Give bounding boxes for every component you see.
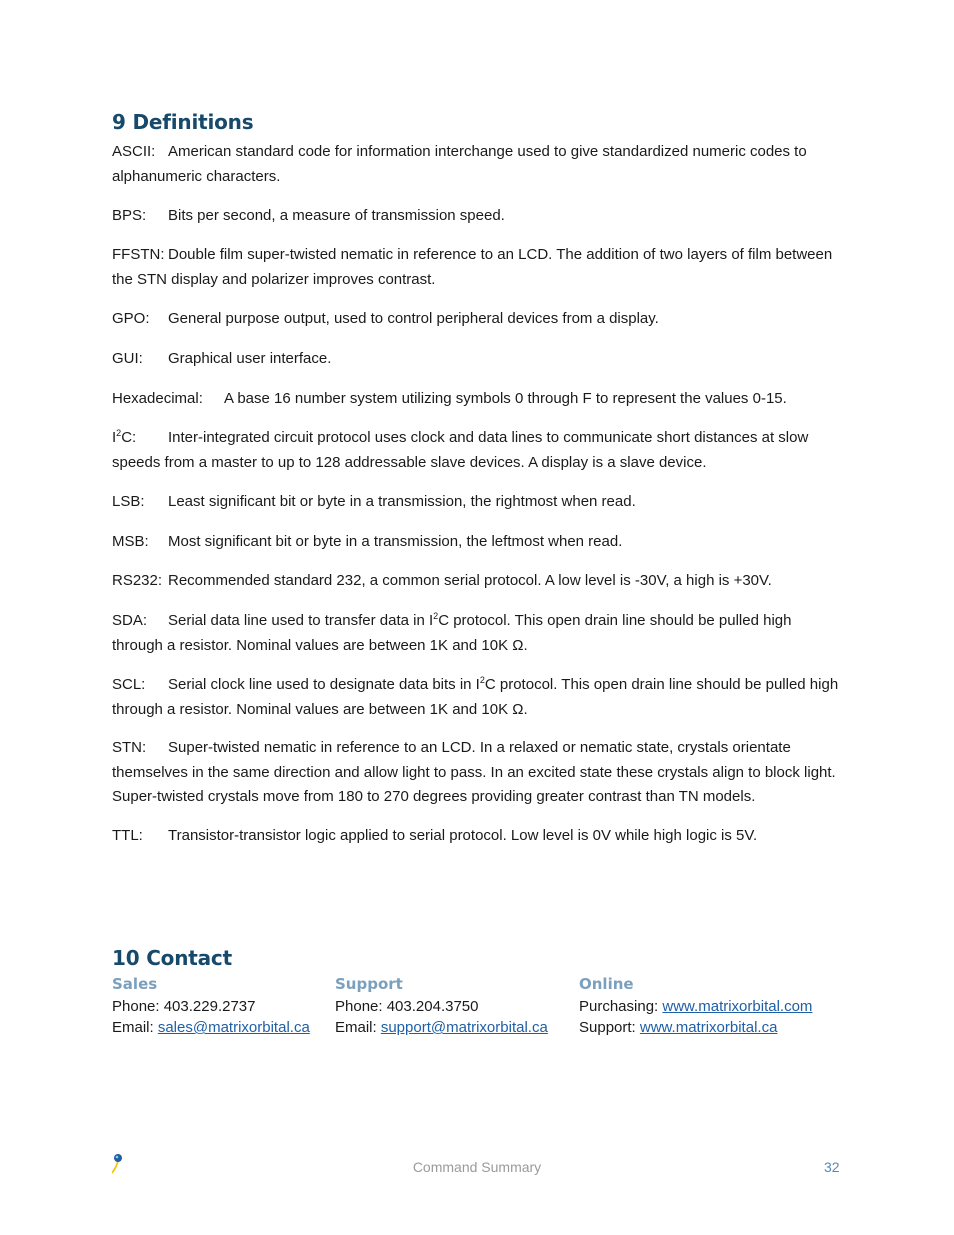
definition-term: SCL:	[112, 676, 146, 693]
definition-term: GPO:	[112, 310, 150, 327]
contact-heading: 10 Contact	[112, 946, 232, 970]
definition-text: Serial data line used to transfer data in $I^2C$ protocol. This open drain line should be pulled high through a resistor. Nominal values are between 1K and 10K Ω.	[112, 611, 792, 654]
definition-text: Inter-integrated circuit protocol uses clock and data lines to communicate short distances at slow speeds from a master to up to 128 addressable slave devices. A display is a slave device.	[112, 429, 809, 471]
purchasing-website-link[interactable]: www.matrixorbital.com	[662, 998, 813, 1015]
contact-column-title: Online	[579, 975, 634, 993]
definition-sda	[112, 609, 842, 658]
definition-text: A base 16 number system utilizing symbols 0 through F to represent the values 0-15.	[224, 390, 787, 407]
definition-stn	[112, 736, 842, 810]
contact-phone-line: Phone: 403.204.3750	[335, 998, 479, 1015]
definition-term: MSB:	[112, 533, 149, 550]
definition-term: LSB:	[112, 493, 145, 510]
contact-email-line: Email: support@matrixorbital.ca	[335, 1019, 548, 1036]
definition-i2c	[112, 426, 842, 475]
footer-document-title: Command Summary	[412, 1159, 542, 1175]
definition-scl	[112, 673, 842, 722]
definition-text: Most significant bit or byte in a transmission, the leftmost when read.	[168, 533, 623, 550]
definition-text: Graphical user interface.	[168, 350, 332, 367]
definition-term: RS232:	[112, 572, 163, 589]
definition-term: $I^2C$:	[112, 428, 137, 446]
contact-column-title: Support	[335, 975, 403, 993]
contact-column-support	[335, 974, 548, 1038]
definition-term: Hexadecimal:	[112, 390, 203, 407]
definition-hexadecimal	[112, 387, 842, 412]
definition-term: FFSTN:	[112, 246, 165, 263]
definition-bps	[112, 204, 842, 229]
definition-gui	[112, 347, 842, 372]
footer-page-number: 32	[824, 1159, 840, 1175]
definition-ttl	[112, 824, 842, 849]
definition-text: Recommended standard 232, a common serial protocol. A low level is -30V, a high is +30V.	[168, 572, 772, 589]
definition-text: Transistor-transistor logic applied to serial protocol. Low level is 0V while high logic is 5V.	[168, 827, 758, 844]
contact-phone-line: Phone: 403.229.2737	[112, 998, 256, 1015]
definition-text: Bits per second, a measure of transmission speed.	[168, 207, 505, 224]
definition-msb	[112, 530, 842, 555]
contact-support-line: Support: www.matrixorbital.ca	[579, 1019, 778, 1036]
definition-ascii	[112, 140, 842, 189]
definition-text: Least significant bit or byte in a transmission, the rightmost when read.	[168, 493, 636, 510]
definition-term: TTL:	[112, 827, 143, 844]
definition-ffstn	[112, 243, 842, 292]
definition-gpo	[112, 307, 842, 332]
sales-email-link[interactable]: sales@matrixorbital.ca	[157, 1019, 310, 1036]
definition-term: BPS:	[112, 207, 147, 224]
support-email-link[interactable]: support@matrixorbital.ca	[380, 1019, 548, 1036]
definition-term: STN:	[112, 739, 147, 756]
definition-term: ASCII:	[112, 143, 156, 160]
contact-column-title: Sales	[112, 975, 158, 993]
definition-text: Double film super-twisted nematic in reference to an LCD. The addition of two layers of film between the STN display and polarizer improves contrast.	[112, 246, 833, 288]
definitions-heading: 9 Definitions	[112, 110, 254, 134]
contact-column-sales	[112, 974, 310, 1038]
definition-text: Serial clock line used to designate data bits in $I^2C$ protocol. This open drain line should be pulled high through a resistor. Nominal values are between 1K and 10K Ω.	[112, 675, 839, 718]
support-website-link[interactable]: www.matrixorbital.ca	[639, 1019, 778, 1036]
contact-purchasing-line: Purchasing: www.matrixorbital.com	[579, 998, 813, 1015]
definition-rs232	[112, 569, 842, 594]
definition-text: Super-twisted nematic in reference to an LCD. In a relaxed or nematic state, crystals orientate themselves in the same direction and allow light to pass. In an excited state these crystals align to block light. Super-twisted crystals move from 180 to 270 degrees providing greater contrast than TN models.	[112, 739, 836, 805]
definition-term: GUI:	[112, 350, 143, 367]
contact-column-online	[579, 974, 812, 1038]
definition-term: SDA:	[112, 612, 148, 629]
definition-text: General purpose output, used to control peripheral devices from a display.	[168, 310, 659, 327]
contact-email-line: Email: sales@matrixorbital.ca	[112, 1019, 310, 1036]
definition-text: American standard code for information interchange used to give standardized numeric codes to alphanumeric characters.	[112, 143, 807, 185]
definition-lsb	[112, 490, 842, 515]
